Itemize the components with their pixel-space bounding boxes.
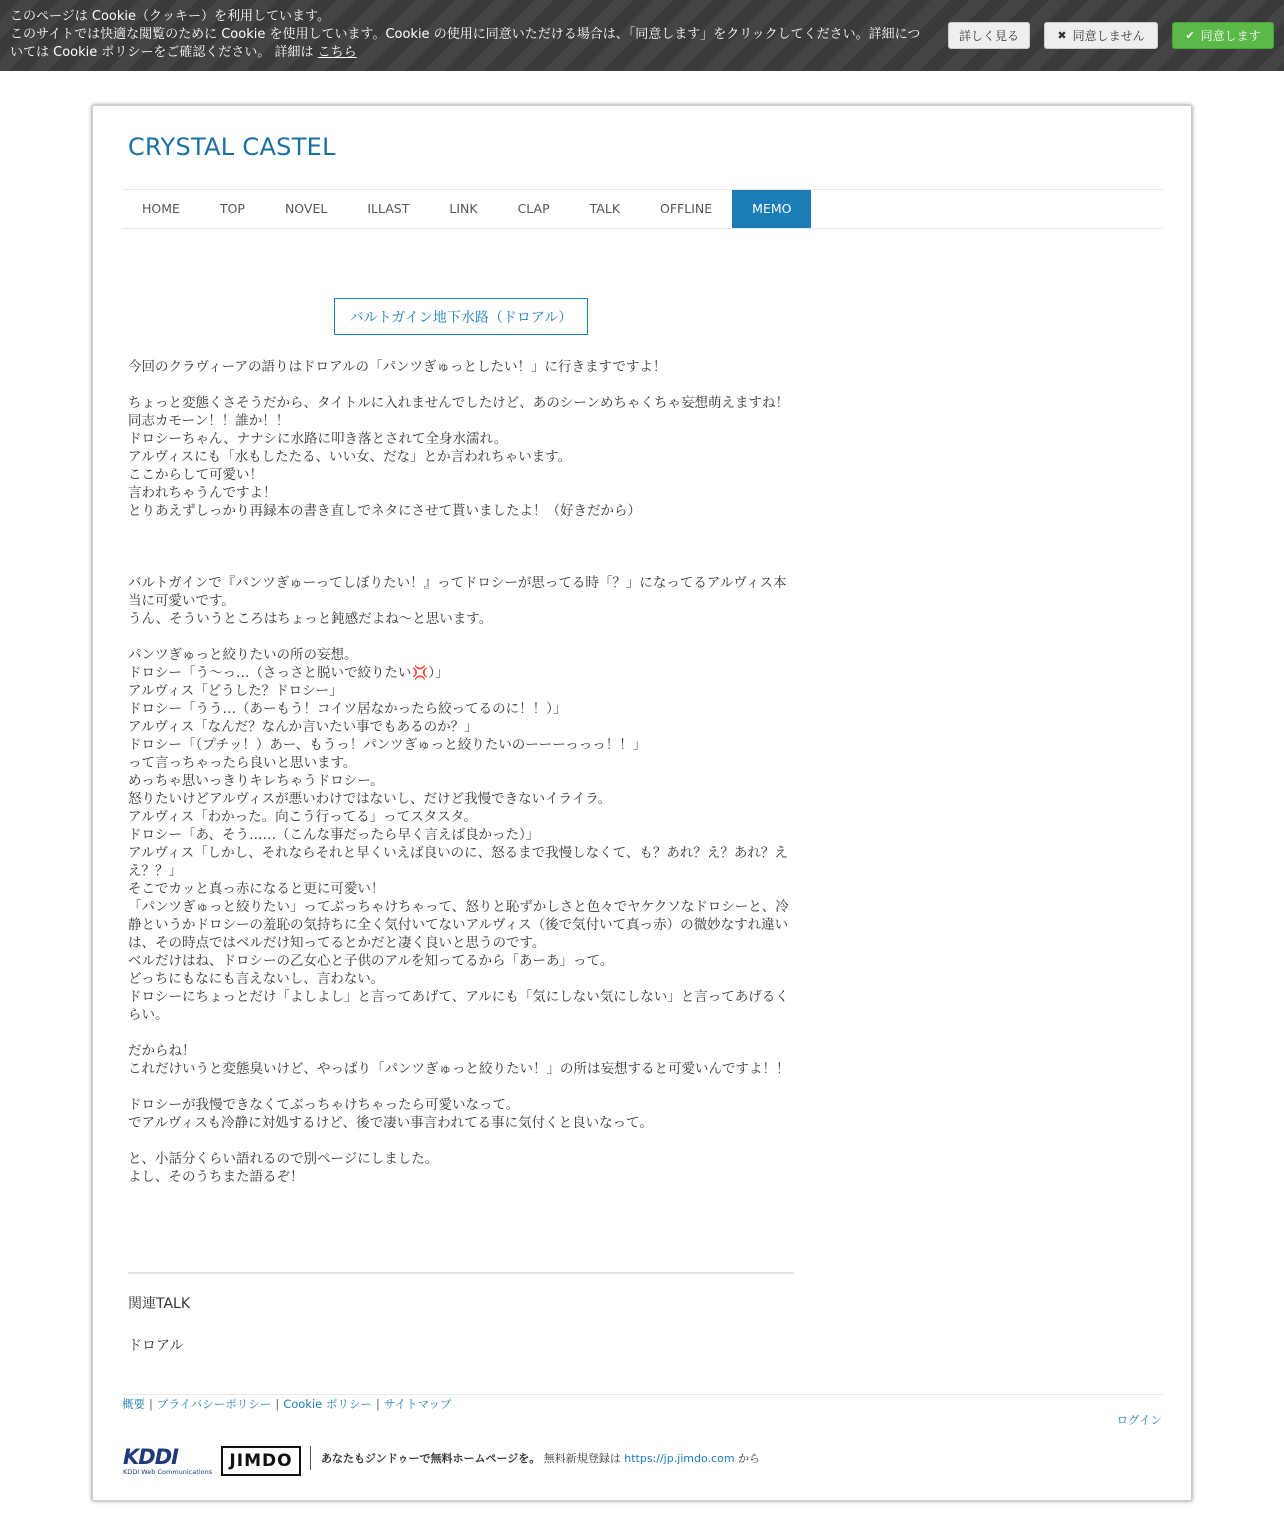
paragraph-line: ベルだけはね、ドロシーの乙女心と子供のアルを知ってるから「あーあ」って。 [128, 953, 614, 969]
footer-link-separator: | [375, 1397, 380, 1411]
paragraph-line: 言われちゃうんですよ！ [128, 485, 277, 501]
paragraph-line: アルヴィス「どうした？ドロシー」 [128, 683, 343, 699]
paragraph-line: 「パンツぎゅっと絞りたい」ってぶっちゃけちゃって、怒りと恥ずかしさと色々でヤケクソなドロシーと、冷静というかドロシーの羞恥の気持ちに全く気付いてないアルヴィス（後で気付いて真っ赤）の微妙なすれ違いは、その時点ではベルだけ知ってるとかだと凄く良いと思うのです。 [128, 899, 789, 951]
cookie-agree-label: 同意します [1200, 28, 1261, 43]
footer-links [122, 1396, 451, 1412]
cookie-message [10, 8, 925, 62]
paragraph [128, 1096, 794, 1132]
cookie-line-2-text: このサイトでは快適な閲覧のために Cookie を使用しています。Cookie の使用に同意いただける場合は、「同意します」をクリックしてください。詳細については Cookie ポリシーをご確認ください。 詳細は [10, 27, 921, 60]
footer-link-separator: | [149, 1397, 153, 1411]
cookie-deny-button[interactable] [1044, 22, 1158, 49]
footer-divider [122, 1394, 1163, 1395]
jimdo-promo [321, 1450, 760, 1466]
nav-item-home[interactable]: HOME [142, 201, 180, 216]
promo-bold: あなたもジンドゥーで無料ホームページを。 [321, 1452, 541, 1465]
cookie-deny-label: 同意しません [1072, 28, 1145, 43]
paragraph [128, 358, 794, 376]
paragraph-line: ここからして可愛い！ [128, 467, 263, 483]
paragraph-line: ドロシー「うう…（あーもう！コイツ居なかったら絞ってるのに！！）」 [128, 701, 567, 717]
promo-text: 無料新規登録は [540, 1452, 625, 1465]
kddi-logo[interactable] [123, 1445, 213, 1478]
jimdo-signup-link[interactable]: https://jp.jimdo.com [624, 1452, 735, 1465]
paragraph-line: これだけいうと変態臭いけど、やっぱり「パンツぎゅっと絞りたい！」の所は妄想すると可愛いんですよ！！ [128, 1061, 790, 1077]
related-heading: 関連TALK [128, 1296, 191, 1312]
paragraph-line: ドロシーちゃん、ナナシに水路に叩き落とされて全身水濡れ。 [128, 431, 508, 447]
paragraph-line: でアルヴィスも冷静に対処するけど、後で凄い事言われてる事に気付くと良いなって。 [128, 1115, 653, 1131]
related-tag[interactable]: ドロアル [128, 1338, 184, 1354]
paragraph-line: だからね！ [128, 1043, 196, 1059]
paragraph-line: 同志カモーン！！誰か！！ [128, 413, 290, 429]
footer-link-separator: | [275, 1397, 280, 1411]
nav-item-link[interactable]: LINK [449, 201, 478, 216]
paragraph-line: と、小話分くらい語れるので別ページにしました。 [128, 1151, 439, 1167]
nav-item-offline[interactable]: OFFLINE [660, 201, 713, 216]
cookie-agree-button[interactable] [1172, 22, 1274, 49]
nav-item-top[interactable]: TOP [219, 201, 245, 216]
promo-tail: から [734, 1452, 761, 1465]
kddi-logo-text: KDDI [123, 1445, 178, 1469]
nav-item-illast[interactable]: ILLAST [367, 201, 410, 216]
nav-item-novel[interactable]: NOVEL [284, 201, 328, 216]
nav-item-clap[interactable]: CLAP [517, 201, 550, 216]
paragraph-line: めっちゃ思いっきりキレちゃうドロシー。 [128, 773, 384, 789]
paragraph-line: うん、そういうところはちょっと鈍感だよね〜と思います。 [128, 611, 493, 627]
cookie-banner [0, 0, 1284, 71]
paragraph-line: 怒りたいけどアルヴィスが悪いわけではないし、だけど我慢できないイライラ。 [128, 791, 612, 807]
paragraph-line: とりあえずしっかり再録本の書き直しでネタにさせて貰いましたよ！（好きだから） [128, 503, 641, 519]
paragraph-line: ドロシー「（プチッ！）あー、もうっ！パンツぎゅっと絞りたいのーーーっっっ！！」 [128, 737, 647, 753]
check-icon: ✔ [1185, 28, 1195, 42]
footer-link[interactable]: サイトマップ [383, 1397, 452, 1411]
cookie-detail-label: 詳しく見る [958, 28, 1019, 43]
paragraph-line: ちょっと変態くさそうだから、タイトルに入れませんでしたけど、あのシーンめちゃくちゃ妄想萌えますね！ [128, 395, 789, 411]
cookie-detail-button[interactable] [948, 22, 1030, 49]
article-title-button[interactable]: バルトガイン地下水路（ドロアル） [334, 298, 588, 335]
paragraph [128, 1042, 794, 1078]
paragraph-line: ドロシーが我慢できなくてぶっちゃけちゃったら可愛いなって。 [128, 1097, 520, 1113]
footer-link[interactable]: 概要 [122, 1397, 145, 1411]
paragraph [128, 394, 794, 520]
paragraph-line: パンツぎゅっと絞りたいの所の妄想。 [128, 647, 358, 663]
site-title[interactable]: CRYSTAL CASTEL [128, 133, 336, 161]
paragraph-line: よし、そのうちまた語るぞ！ [128, 1169, 304, 1185]
paragraph-line: そこでカッと真っ赤になると更に可愛い！ [128, 881, 385, 897]
kddi-logo-subtext: KDDI Web Communications [123, 1468, 213, 1476]
page-container [92, 105, 1192, 1501]
login-link[interactable]: ログイン [1116, 1413, 1162, 1427]
footer-link[interactable]: Cookie ポリシー [283, 1397, 372, 1411]
cookie-line-1: このページは Cookie（クッキー）を利用しています。 [10, 9, 330, 24]
main-nav [122, 189, 1163, 229]
paragraph-line: 今回のクラヴィーアの語りはドロアルの「パンツぎゅっとしたい！」に行きますですよ！ [128, 359, 667, 375]
cookie-line-2 [10, 26, 925, 62]
article-body [128, 358, 794, 1204]
paragraph-line: アルヴィス「なんだ？なんか言いたい事でもあるのか？」 [128, 719, 478, 735]
footer-link[interactable]: プライバシーポリシー [156, 1397, 272, 1411]
paragraph [128, 574, 794, 628]
nav-item-talk[interactable]: TALK [589, 201, 621, 216]
paragraph-line: バルトガインで『パンツぎゅーってしぼりたい！』ってドロシーが思ってる時「？」になってるアルヴィス本当に可愛いです。 [128, 575, 787, 609]
paragraph-line: アルヴィスにも「水もしたたる、いい女、だな」とか言われちゃいます。 [128, 449, 572, 465]
cookie-details-link[interactable]: こちら [317, 45, 357, 60]
jimdo-logo[interactable]: JIMDO [221, 1446, 301, 1476]
footer-separator [310, 1446, 311, 1470]
divider [128, 1272, 794, 1274]
paragraph [128, 1150, 794, 1186]
paragraph-line: アルヴィス「しかし、それならそれと早くいえば良いのに、怒るまで我慢しなくて、も？あれ？え？あれ？ええ？？」 [128, 845, 788, 879]
paragraph [128, 646, 794, 1024]
paragraph-line: ドロシー「う〜っ…（さっさと脱いで絞りたい💢）」 [128, 665, 449, 681]
paragraph-line: ドロシー「あ、そう……（こんな事だったら早く言えば良かった）」 [128, 827, 540, 843]
paragraph-line: どっちにもなにも言えないし、言わない。 [128, 971, 385, 987]
nav-item-memo[interactable]: MEMO [732, 190, 811, 228]
close-icon: ✖ [1057, 28, 1067, 42]
paragraph-line: ドロシーにちょっとだけ「よしよし」と言ってあげて、アルにも「気にしない気にしない」と言ってあげるくらい。 [128, 989, 789, 1023]
paragraph-line: って言っちゃったら良いと思います。 [128, 755, 357, 771]
paragraph-line: アルヴィス「わかった。向こう行ってる」ってスタスタ。 [128, 809, 477, 825]
